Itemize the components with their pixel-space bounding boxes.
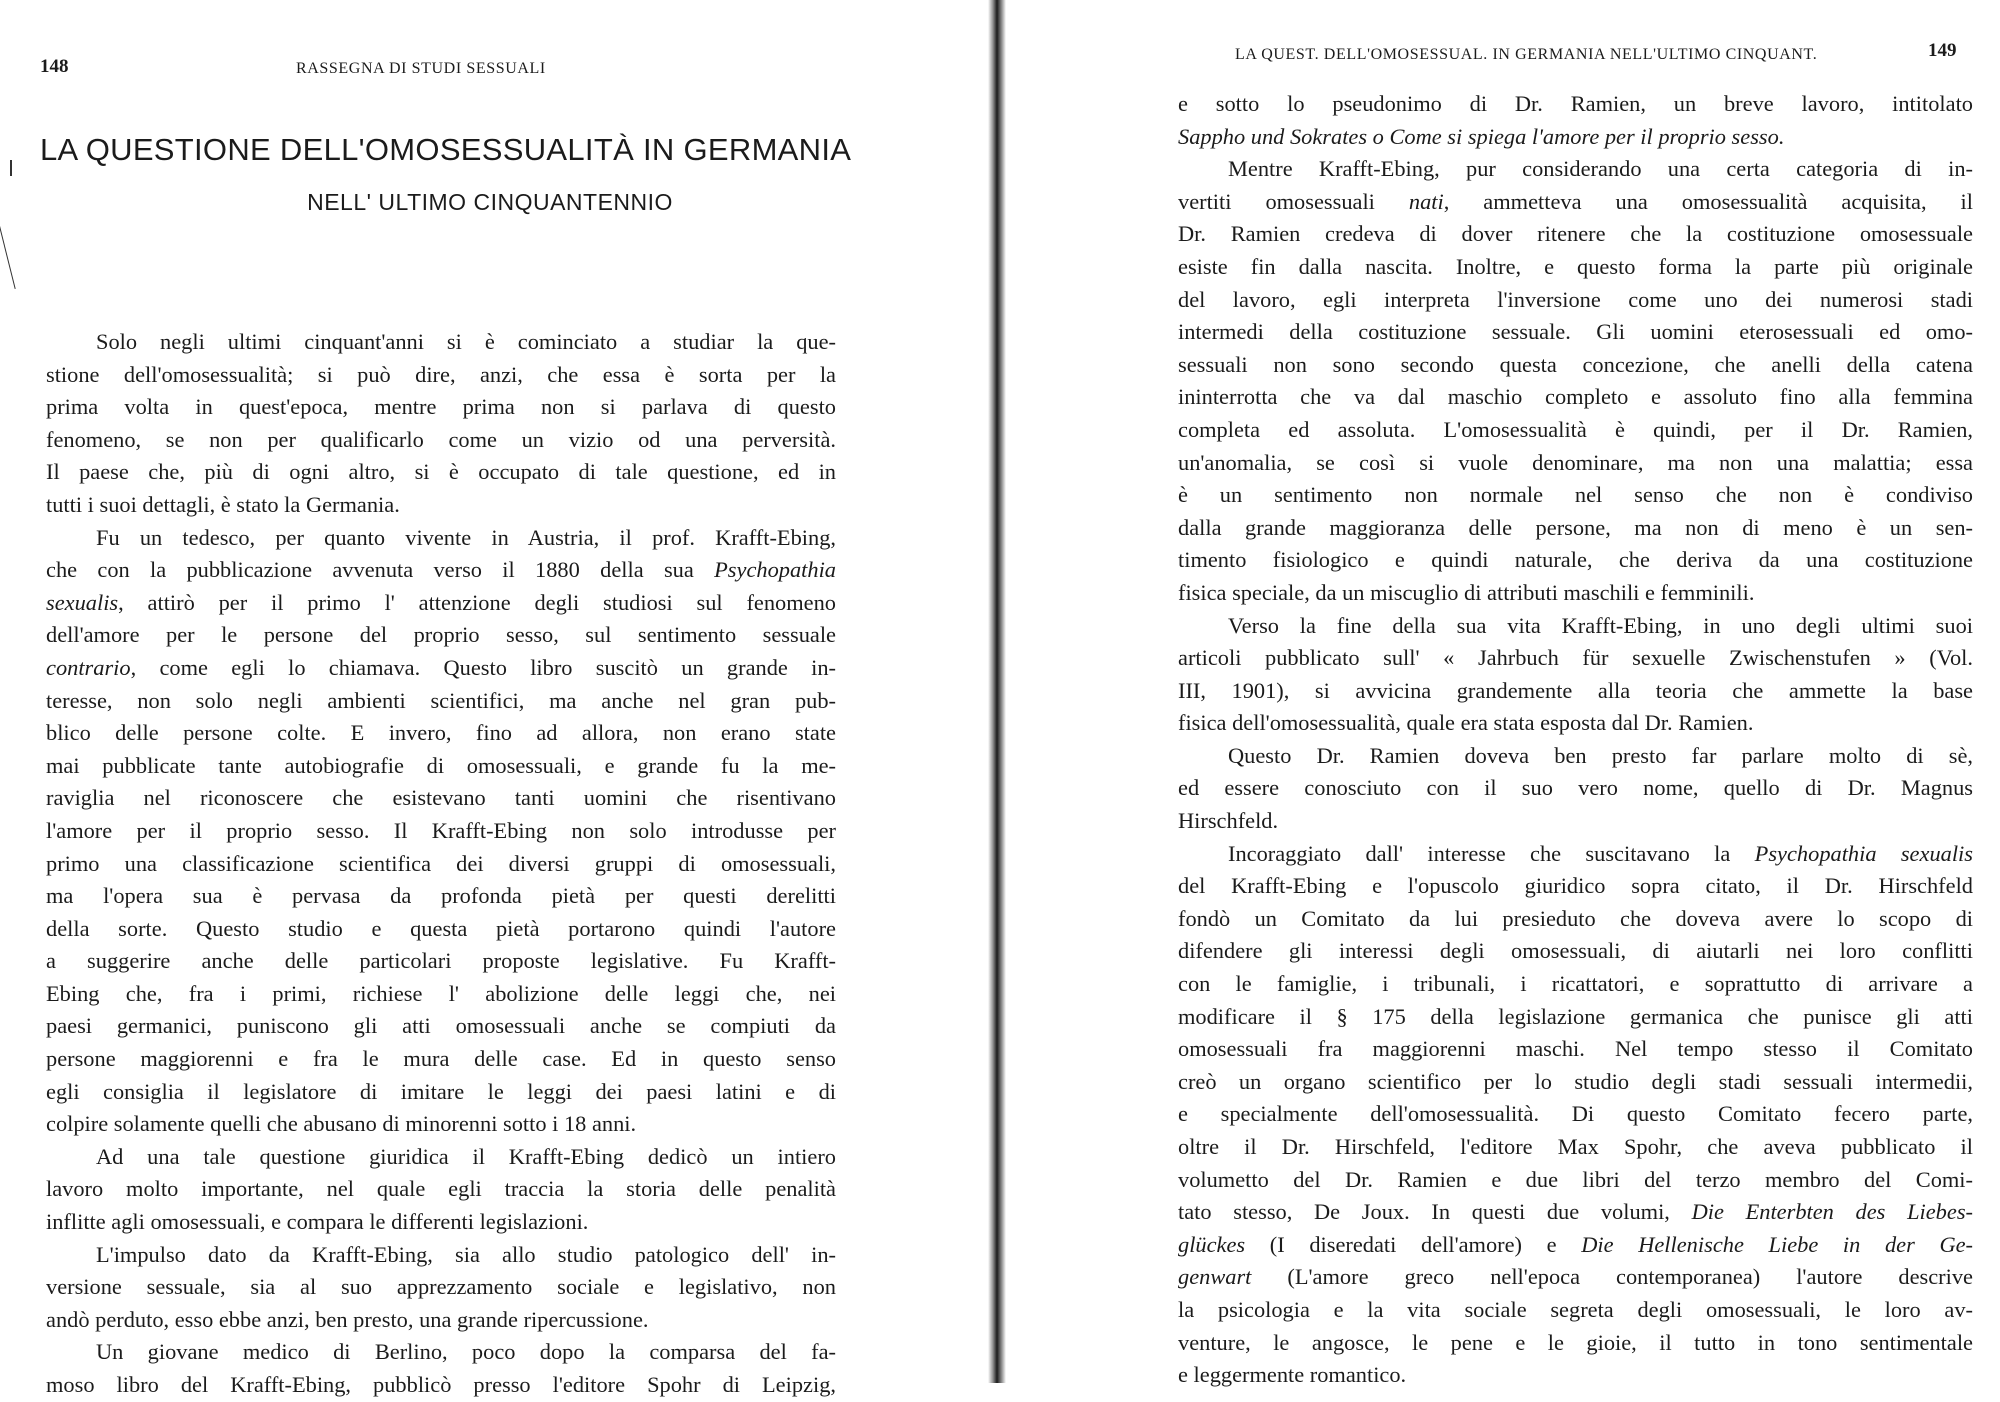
- body-text: [1178, 88, 1973, 1392]
- text-line: [46, 1206, 836, 1239]
- text-line: [46, 424, 836, 457]
- text-line: [46, 554, 836, 587]
- text-line: [46, 815, 836, 848]
- text-segment: teresse, non solo negli ambienti scientifici, ma anche nel gran pub-: [46, 687, 836, 713]
- text-segment: volumetto del Dr. Ramien e due libri del terzo membro del Comi-: [1178, 1166, 1973, 1192]
- italic-text: contrario: [46, 654, 131, 680]
- text-line: [46, 1271, 836, 1304]
- text-segment: la psicologia e la vita sociale segreta degli omosessuali, le loro av-: [1178, 1296, 1973, 1322]
- text-segment: Mentre Krafft-Ebing, pur considerando una certa categoria di in-: [1228, 156, 1973, 182]
- text-line: [1178, 1327, 1973, 1360]
- text-segment: modificare il § 175 della legislazione germanica che punisce gli atti: [1178, 1003, 1973, 1029]
- italic-text: sexualis: [46, 589, 119, 615]
- text-segment: intermedi della costituzione sessuale. Gli uomini eterosessuali ed omo-: [1178, 319, 1973, 345]
- text-line: [46, 326, 836, 359]
- article-title: LA QUESTIONE DELL'OMOSESSUALITÀ IN GERMANIA: [40, 132, 852, 167]
- text-line: [1178, 740, 1973, 773]
- text-line: [1178, 316, 1973, 349]
- text-line: [1178, 121, 1973, 154]
- text-line: [1178, 968, 1973, 1001]
- text-segment: inflitte agli omosessuali, e compara le differenti legislazioni.: [46, 1209, 589, 1235]
- text-line: [1178, 577, 1973, 610]
- text-line: [1178, 1359, 1973, 1392]
- text-segment: è un sentimento non normale nel senso che non è condiviso: [1178, 482, 1973, 508]
- text-segment: , ammetteva una omosessualità acquisita, il: [1443, 188, 1973, 214]
- text-segment: e leggermente romantico.: [1178, 1362, 1407, 1388]
- text-segment: esiste fin dalla nascita. Inoltre, e questo forma la parte più originale: [1178, 253, 1973, 279]
- text-segment: fisica dell'omosessualità, quale era stata esposta dal Dr. Ramien.: [1178, 710, 1754, 736]
- text-line: [46, 1043, 836, 1076]
- text-segment: prima volta in quest'epoca, mentre prima non si parlava di questo: [46, 394, 836, 420]
- text-segment: Hirschfeld.: [1178, 808, 1279, 834]
- text-segment: ininterrotta che va dal maschio completo e assoluto fino alla femmina: [1178, 384, 1973, 410]
- text-line: [46, 587, 836, 620]
- text-segment: L'impulso dato da Krafft-Ebing, sia allo studio patologico dell' in-: [96, 1241, 836, 1267]
- text-segment: mai pubblicate tante autobiografie di omosessuali, e grande fu la me-: [46, 752, 836, 778]
- text-segment: difendere gli interessi degli omosessuali, di aiutarli nei loro conflitti: [1178, 938, 1973, 964]
- text-segment: a suggerire anche delle particolari proposte legislative. Fu Krafft-: [46, 948, 836, 974]
- text-segment: un'anomalia, se così si vuole denominare, ma non una malattia; essa: [1178, 449, 1973, 475]
- text-line: [1178, 935, 1973, 968]
- text-line: [1178, 1033, 1973, 1066]
- text-line: [1178, 1229, 1973, 1262]
- text-segment: III, 1901), si avvicina grandemente alla teoria che ammette la base: [1178, 677, 1973, 703]
- text-line: [1178, 88, 1973, 121]
- text-line: [1178, 642, 1973, 675]
- text-segment: Ad una tale questione giuridica il Krafft-Ebing dedicò un intiero: [96, 1143, 836, 1169]
- text-segment: lavoro molto importante, nel quale egli traccia la storia delle penalità: [46, 1176, 836, 1202]
- text-line: [46, 1076, 836, 1109]
- italic-text: nati: [1408, 188, 1444, 214]
- text-segment: articoli pubblicato sull' « Jahrbuch für sexuelle Zwischenstufen » (Vol.: [1178, 645, 1973, 671]
- text-segment: Ebing che, fra i primi, richiese l' abolizione delle leggi che, nei: [46, 980, 836, 1006]
- italic-text: Psychopathia sexualis: [1754, 840, 1973, 866]
- text-line: [46, 782, 836, 815]
- text-segment: completa ed assoluta. L'omosessualità è quindi, per il Dr. Ramien,: [1178, 416, 1973, 442]
- text-line: [1178, 479, 1973, 512]
- text-line: [46, 1108, 836, 1141]
- text-segment: e sotto lo pseudonimo di Dr. Ramien, un breve lavoro, intitolato: [1178, 91, 1973, 116]
- text-segment: colpire solamente quelli che abusano di minorenni sotto i 18 anni.: [46, 1111, 637, 1137]
- text-segment: creò un organo scientifico per lo studio degli stadi sessuali intermedii,: [1178, 1068, 1973, 1094]
- text-segment: vertiti omosessuali: [1178, 188, 1409, 214]
- margin-mark: [10, 160, 12, 176]
- text-segment: (I diseredati dell'amore) e: [1245, 1231, 1582, 1257]
- text-segment: timento fisiologico e quindi naturale, che deriva da una costituzione: [1178, 547, 1973, 573]
- page-number: 148: [40, 56, 69, 77]
- text-line: [46, 522, 836, 555]
- left-page: [0, 0, 980, 1397]
- text-segment: Questo Dr. Ramien doveva ben presto far parlare molto di sè,: [1228, 742, 1973, 768]
- text-segment: (L'amore greco nell'epoca contemporanea) l'autore descrive: [1251, 1264, 1973, 1290]
- text-segment: tato stesso, De Joux. In questi due volumi,: [1178, 1199, 1692, 1225]
- text-line: [1178, 447, 1973, 480]
- text-line: [46, 978, 836, 1011]
- text-line: [46, 489, 836, 522]
- text-segment: versione sessuale, sia al suo apprezzamento sociale e legislativo, non: [46, 1274, 836, 1300]
- text-line: [46, 359, 836, 392]
- text-line: [1178, 838, 1973, 871]
- text-line: [1178, 1131, 1973, 1164]
- article-subtitle: NELL' ULTIMO CINQUANTENNIO: [307, 189, 673, 215]
- text-line: [46, 619, 836, 652]
- text-line: [46, 848, 836, 881]
- text-line: [46, 652, 836, 685]
- text-segment: dell'amore per le persone del proprio sesso, sul sentimento sessuale: [46, 622, 836, 648]
- text-line: [46, 685, 836, 718]
- text-segment: stione dell'omosessualità; si può dire, anzi, che essa è sorta per la: [46, 361, 836, 387]
- text-segment: con le famiglie, i tribunali, i ricattatori, e soprattutto di arrivare a: [1178, 971, 1973, 997]
- text-line: [46, 391, 836, 424]
- body-text: [46, 326, 836, 1402]
- margin-mark: [0, 219, 16, 289]
- text-segment: Un giovane medico di Berlino, poco dopo la comparsa del fa-: [96, 1339, 836, 1365]
- text-segment: , attirò per il primo l' attenzione degli studiosi sul fenomeno: [118, 589, 836, 615]
- text-line: [46, 1239, 836, 1272]
- text-segment: venture, le angosce, le pene e le gioie, il tutto in tono sentimentale: [1178, 1329, 1973, 1355]
- text-segment: egli consiglia il legislatore di imitare le leggi dei paesi latini e di: [46, 1078, 836, 1104]
- text-line: [46, 750, 836, 783]
- text-line: [1178, 707, 1973, 740]
- text-segment: del Krafft-Ebing e l'opuscolo giuridico sopra citato, il Dr. Hirschfeld: [1178, 873, 1973, 899]
- text-line: [1178, 1164, 1973, 1197]
- text-segment: omosessuali fra maggiorenni maschi. Nel tempo stesso il Comitato: [1178, 1036, 1973, 1062]
- italic-text: Psychopathia: [714, 557, 836, 583]
- text-line: [1178, 1098, 1973, 1131]
- text-segment: andò perduto, esso ebbe anzi, ben presto, una grande ripercussione.: [46, 1306, 649, 1332]
- text-segment: del lavoro, egli interpreta l'inversione come uno dei numerosi stadi: [1178, 286, 1973, 312]
- text-line: [1178, 186, 1973, 219]
- text-line: [46, 945, 836, 978]
- text-line: [1178, 610, 1973, 643]
- text-line: [46, 717, 836, 750]
- text-line: [1178, 1294, 1973, 1327]
- text-line: [1178, 153, 1973, 186]
- text-segment: blico delle persone colte. E invero, fino ad allora, non erano state: [46, 720, 836, 746]
- text-segment: Fu un tedesco, per quanto vivente in Austria, il prof. Krafft-Ebing,: [96, 524, 836, 550]
- text-segment: Verso la fine della sua vita Krafft-Ebing, in uno degli ultimi suoi: [1228, 612, 1973, 638]
- text-segment: persone maggiorenni e fra le mura delle case. Ed in questo senso: [46, 1046, 836, 1072]
- text-segment: paesi germanici, puniscono gli atti omosessuali anche se compiuti da: [46, 1013, 836, 1039]
- text-segment: che con la pubblicazione avvenuta verso il 1880 della sua: [46, 557, 715, 583]
- text-segment: della sorte. Questo studio e questa pietà portarono quindi l'autore: [46, 915, 836, 941]
- italic-text: Die Enterbten des Liebes-: [1691, 1199, 1973, 1225]
- text-line: [46, 1369, 836, 1402]
- text-segment: moso libro del Krafft-Ebing, pubblicò presso l'editore Spohr di Leipzig,: [46, 1372, 836, 1397]
- text-segment: Solo negli ultimi cinquant'anni si è cominciato a studiar la que-: [96, 329, 836, 354]
- text-segment: fenomeno, se non per qualificarlo come un vizio od una perversità.: [46, 426, 836, 452]
- text-line: [46, 1173, 836, 1206]
- text-line: [1178, 870, 1973, 903]
- text-line: [1178, 1261, 1973, 1294]
- italic-text: Sappho und Sokrates o Come si spiega l'amore per il proprio sesso.: [1178, 123, 1785, 149]
- text-segment: dalla grande maggioranza delle persone, ma non di meno è un sen-: [1178, 514, 1973, 540]
- italic-text: genwart: [1178, 1264, 1252, 1290]
- text-line: [1178, 1196, 1973, 1229]
- text-line: [1178, 284, 1973, 317]
- text-segment: tutti i suoi dettagli, è stato la Germania.: [46, 491, 400, 517]
- text-line: [1178, 1001, 1973, 1034]
- text-segment: ma l'opera sua è pervasa da profonda pietà per questi derelitti: [46, 883, 836, 909]
- text-line: [46, 913, 836, 946]
- text-segment: oltre il Dr. Hirschfeld, l'editore Max Spohr, che aveva pubblicato il: [1178, 1134, 1973, 1159]
- text-segment: primo una classificazione scientifica dei diversi gruppi di omosessuali,: [46, 850, 836, 876]
- text-segment: Il paese che, più di ogni altro, si è occupato di tale questione, ed in: [46, 459, 836, 485]
- page-number: 149: [1928, 40, 1957, 61]
- right-page: [1010, 0, 2000, 1388]
- text-line: [1178, 251, 1973, 284]
- text-segment: Dr. Ramien credeva di dover ritenere che la costituzione omosessuale: [1178, 221, 1973, 247]
- book-gutter: [988, 0, 1006, 1383]
- text-segment: ed essere conosciuto con il suo vero nome, quello di Dr. Magnus: [1178, 775, 1973, 801]
- text-line: [46, 1304, 836, 1337]
- italic-text: Die Hellenische Liebe in der Ge-: [1581, 1231, 1973, 1257]
- text-line: [46, 1336, 836, 1369]
- text-segment: , come egli lo chiamava. Questo libro suscitò un grande in-: [130, 654, 836, 680]
- text-line: [1178, 544, 1973, 577]
- text-line: [1178, 805, 1973, 838]
- running-head: LA QUEST. DELL'OMOSESSUAL. IN GERMANIA NELL'ULTIMO CINQUANT.: [1235, 46, 1818, 63]
- text-segment: fisica speciale, da un miscuglio di attributi maschili e femminili.: [1178, 579, 1755, 605]
- text-line: [1178, 414, 1973, 447]
- text-line: [46, 1010, 836, 1043]
- text-line: [1178, 772, 1973, 805]
- text-line: [46, 1141, 836, 1174]
- text-segment: raviglia nel riconoscere che esistevano tanti uomini che risentivano: [46, 785, 836, 811]
- text-line: [46, 880, 836, 913]
- text-line: [1178, 903, 1973, 936]
- text-line: [1178, 512, 1973, 545]
- text-segment: sessuali non sono secondo questa concezione, che anelli della catena: [1178, 351, 1973, 377]
- text-segment: l'amore per il proprio sesso. Il Krafft-Ebing non solo introdusse per: [46, 817, 836, 843]
- text-line: [1178, 675, 1973, 708]
- text-line: [46, 456, 836, 489]
- text-line: [1178, 349, 1973, 382]
- text-segment: fondò un Comitato da lui presieduto che doveva avere lo scopo di: [1178, 905, 1973, 931]
- italic-text: glückes: [1178, 1231, 1246, 1257]
- running-head: RASSEGNA DI STUDI SESSUALI: [296, 60, 546, 77]
- text-segment: Incoraggiato dall' interesse che suscitavano la: [1228, 840, 1755, 866]
- text-segment: e specialmente dell'omosessualità. Di questo Comitato fecero parte,: [1178, 1101, 1973, 1127]
- text-line: [1178, 218, 1973, 251]
- text-line: [1178, 1066, 1973, 1099]
- text-line: [1178, 381, 1973, 414]
